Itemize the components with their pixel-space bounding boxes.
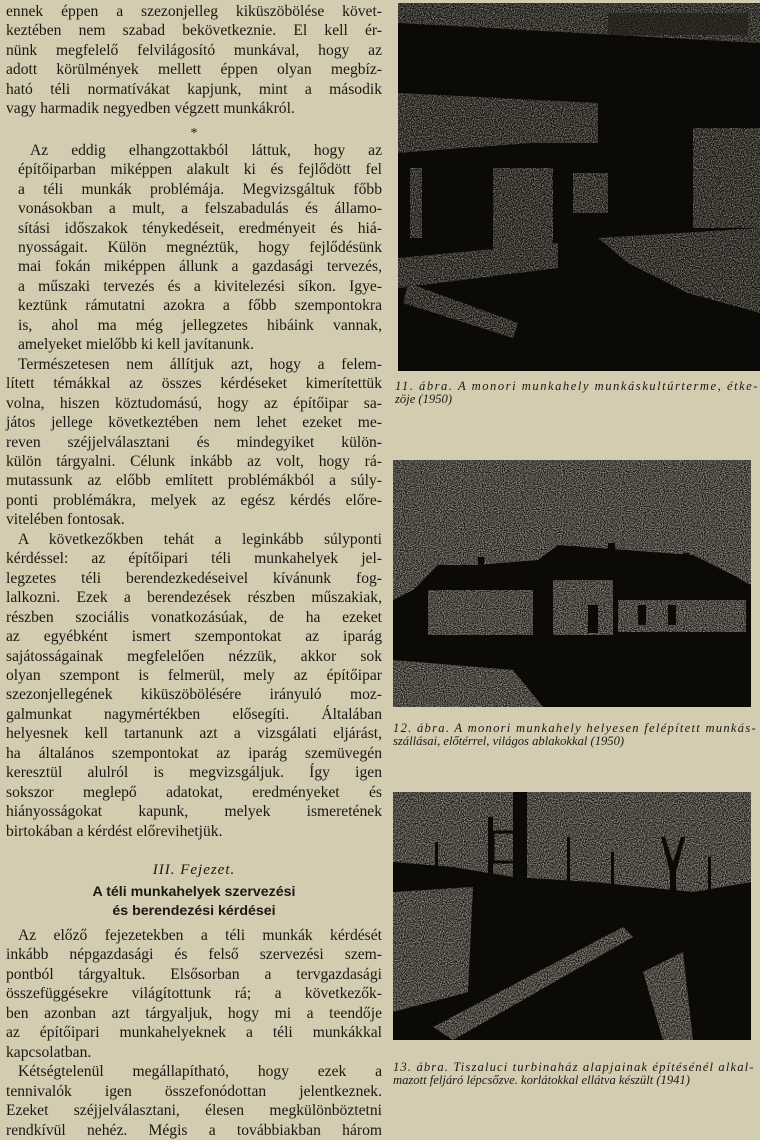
paragraph-continued [6,2,382,119]
text-line: sokszor meglepő adatokat, eredményeket és [6,783,382,801]
text-line: hiányosságokat kapunk, melyek ismeretének [6,803,382,821]
barracks-buildings-image [393,460,751,707]
text-line: adott körülmények mellett éppen olyan megbíz- [6,61,382,79]
paragraph-scope [6,355,382,530]
text-line: keztében nem szabad bekövetkeznie. El kell ér- [6,22,382,40]
text-line: az egyébként ismert szempontokat az iparág [6,628,382,646]
figure-12-photo [393,460,751,707]
construction-stairway-image [393,792,751,1040]
text-line: nünk megfelelő felvilágosító munkával, hogy az [6,41,382,59]
text-line: ható téli normatívákat kapjunk, mint a második [6,80,382,98]
text-line: vonásokban a mult, a felszabadulás és államo- [18,200,382,218]
text-line: Az eddig elhangzottakból láttuk, hogy az [30,141,382,159]
text-line: játos jellege következtében nem lehet ezeket me- [6,414,382,432]
text-line: vagy harmadik negyedben végzett munkákról. [6,100,295,118]
text-line: lített témákkal az összes kérdéseket kimerítettük [6,375,382,393]
text-line: Kétségtelenül megállapítható, hogy ezek a [18,1063,382,1081]
text-line: legzetes téli berendezkedéseivel kívánunk fog- [6,569,382,587]
text-line: is, ahol ma még jellegzetes hibáink vannak, [18,316,382,334]
paragraph-intro [6,926,382,1062]
article-text-column [6,2,382,1140]
figure-12-caption [393,722,757,748]
paragraph-tasks [6,1062,382,1140]
text-line: szezonjellegének kiküszöbölésére irányuló moz- [6,686,382,704]
text-line: nyosságait. Külön megnéztük, hogy fejlődésünk [18,238,382,256]
text-line: az építőipari munkahelyeknek a téli munkákkal [6,1024,382,1042]
interior-hall-image [398,3,760,371]
figure-11-photo [398,3,760,371]
section-title-line: és berendezési kérdései [112,902,276,919]
figure-13-caption [393,1061,755,1087]
chapter-heading: III. Fejezet. [152,862,236,879]
text-line: rendkívül nehéz. Mégis a továbbiakban három [6,1121,382,1139]
text-line: volna, hiszen köztudomású, hogy az építőipar sa- [6,394,382,412]
text-line: részben szociális vonatkozásúak, de ha ezeket [6,608,382,626]
section-title-line: A téli munkahelyek szervezési [92,884,296,901]
text-line: galmunkat nagymértékben elősegíti. Általában [6,705,382,723]
text-line: Az előző fejezetekben a téli munkák kérdését [18,927,382,945]
text-line: mutassunk az előbb említett problémákból a súly- [6,472,382,490]
text-line: reven széjjelválasztani és mindegyiket külön- [6,433,382,451]
text-line: A következőkben tehát a leginkább súlyponti [18,530,382,548]
caption-line: mazott feljáró lépcsőzve. korlátokkal ellátva készült (1941) [393,1073,690,1087]
section-title [6,883,382,920]
text-line: helyesnek kell tartanunk azt a vizsgálati eljárást, [6,725,382,743]
caption-line: 13. ábra. Tiszaluci turbinaház alapjainak építésénél alkal- [393,1060,755,1074]
text-line: keresztül alulról is megvizsgáljuk. Így igen [6,764,382,782]
figure-13-photo [393,792,751,1040]
text-line: Természetesen nem állítjuk azt, hogy a felem- [18,355,382,373]
text-line: birtokában a kérdést előrevihetjük. [6,822,223,840]
paragraph-summary [6,141,382,355]
text-line: Ezeket széjjelválasztani, élesen megkülönböztetni [6,1102,382,1120]
caption-line: 11. ábra. A monori munkahely munkáskultúrterme, étke- [395,379,760,393]
text-line: építőiparban miképpen alakult ki és fejlődött fel [18,161,382,179]
paragraph-focus [6,530,382,841]
figures-column [393,0,760,1092]
text-line: ben azonban azt tárgyaljuk, hogy mi a teendője [6,1004,382,1022]
text-line: pontból tárgyaltuk. Elsősorban a tervgazdasági [6,965,382,983]
text-line: olyan szempont is felmerül, mely az építőipar [6,666,382,684]
text-line: keztünk rámutatni azokra a főbb szempontokra [18,297,382,315]
caption-line: szállásai, előtérrel, világos ablakokkal (1950) [393,734,625,748]
text-line: tennivalók igen összefonódottan jelentkeznek. [6,1082,382,1100]
text-line: a műszaki tervezés és a kivitelezési síkon. Igye- [18,277,382,295]
spacer [6,841,382,859]
text-line: a téli munkák problémája. Megvizsgáltuk főbb [18,180,382,198]
section-separator: * [190,125,198,141]
text-line: vitelében fontosak. [6,511,125,529]
text-line: sítási időszakok ténykedéseit, eredményeit és hiá- [18,219,382,237]
caption-line: 12. ábra. A monori munkahely helyesen felépített munkás- [393,721,757,735]
text-line: amelyeket mielőbb ki kell javítanunk. [18,336,255,354]
figure-11-caption [395,380,759,406]
text-line: kérdéssel: az építőipari téli munkahelyek jel- [6,550,382,568]
text-line: külön tárgyalni. Célunk inkább az volt, hogy rá- [6,452,382,470]
text-line: ennek éppen a szezonjelleg kiküszöbölése követ- [6,3,382,20]
text-line: mai fokán miképpen állunk a gazdasági tervezés, [18,258,382,276]
text-line: sajátosságainak megfelelően nézzük, akkor sok [6,647,382,665]
text-line: inkább népgazdasági és felső szervezési szem- [6,946,382,964]
text-line: kapcsolatban. [6,1043,92,1061]
text-line: ha általános szempontokat az iparág szemüvegén [6,744,382,762]
caption-line: zöje (1950) [395,392,453,406]
text-line: lalkozni. Ezek a berendezések részben műszakiak, [6,589,382,607]
text-line: ponti problémákra, melyek az egész kérdés előre- [6,491,382,509]
text-line: összefüggésekre világítottunk rá; a következők- [6,985,382,1003]
